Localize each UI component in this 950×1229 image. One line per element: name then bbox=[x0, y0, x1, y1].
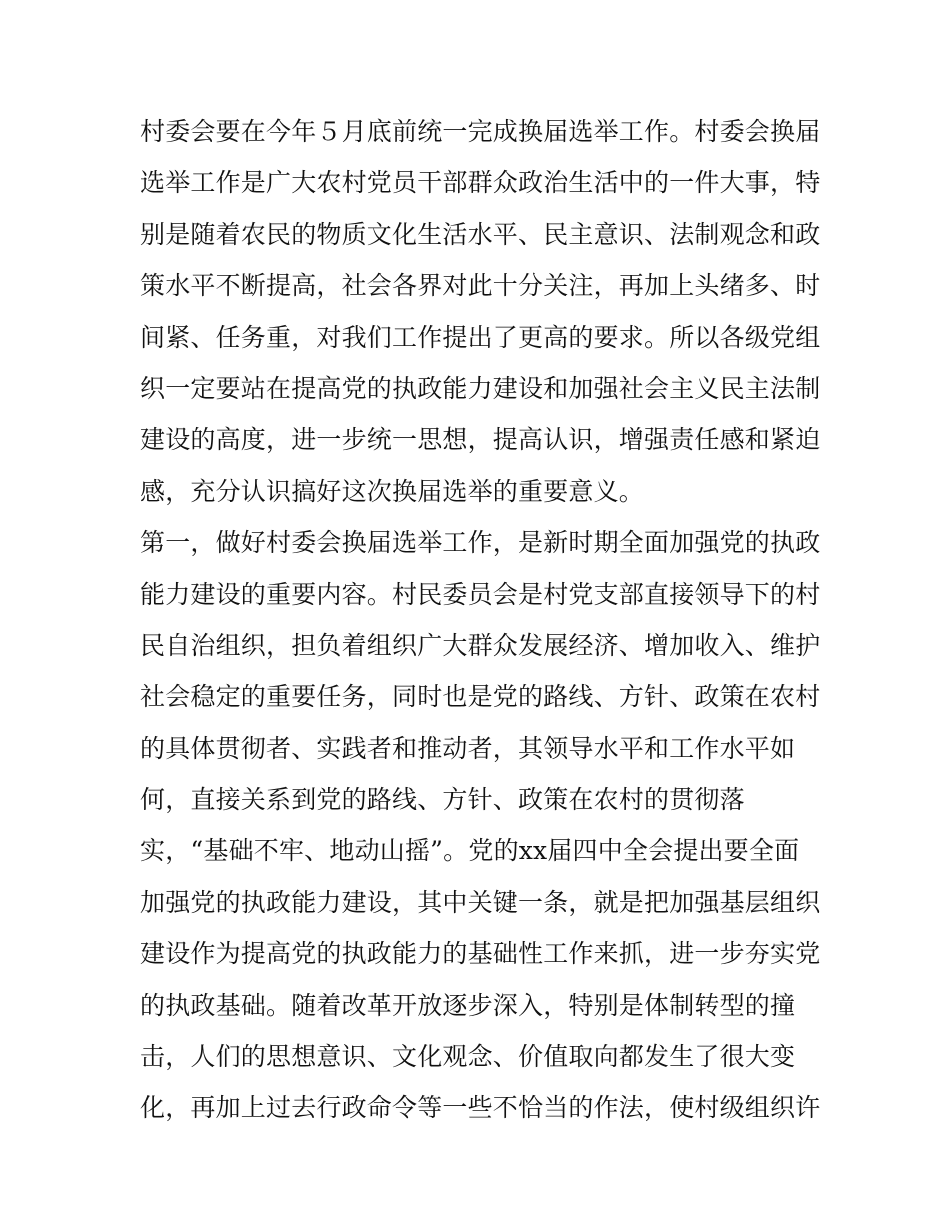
text-line: 的执政基础。随着改革开放逐步深入，特别是体制转型的撞 bbox=[140, 990, 796, 1020]
text-line: 能力建设的重要内容。村民委员会是村党支部直接领导下的村 bbox=[140, 579, 821, 609]
text-line: 化，再加上过去行政命令等一些不恰当的作法，使村级组织许 bbox=[140, 1093, 821, 1123]
text-line: 第一，做好村委会换届选举工作，是新时期全面加强党的执政 bbox=[140, 528, 821, 558]
text-line: 建设作为提高党的执政能力的基础性工作来抓，进一步夯实党 bbox=[140, 939, 821, 969]
text-line: 的具体贯彻者、实践者和推动者，其领导水平和工作水平如 bbox=[140, 733, 796, 763]
text-line: 实，“基础不牢、地动山摇”。党的xx届四中全会提出要全面 bbox=[140, 836, 800, 866]
text-line: 加强党的执政能力建设，其中关键一条，就是把加强基层组织 bbox=[140, 887, 821, 917]
text-line: 策水平不断提高，社会各界对此十分关注，再加上头绪多、时 bbox=[140, 271, 821, 301]
text-line: 何，直接关系到党的路线、方针、政策在农村的贯彻落 bbox=[140, 785, 745, 815]
text-line: 社会稳定的重要任务，同时也是党的路线、方针、政策在农村 bbox=[140, 682, 821, 712]
body-text bbox=[140, 106, 820, 1134]
text-line: 选举工作是广大农村党员干部群众政治生活中的一件大事，特 bbox=[140, 168, 821, 198]
text-line: 村委会要在今年５月底前统一完成换届选举工作。村委会换届 bbox=[140, 117, 821, 146]
text-line: 织一定要站在提高党的执政能力建设和加强社会主义民主法制 bbox=[140, 373, 821, 403]
text-line: 民自治组织，担负着组织广大群众发展经济、增加收入、维护 bbox=[140, 630, 821, 660]
text-line: 击，人们的思想意识、文化观念、价值取向都发生了很大变 bbox=[140, 1042, 796, 1072]
text-line: 间紧、任务重，对我们工作提出了更高的要求。所以各级党组 bbox=[140, 322, 821, 352]
text-line: 感，充分认识搞好这次换届选举的重要意义。 bbox=[140, 476, 645, 506]
text-line: 别是随着农民的物质文化生活水平、民主意识、法制观念和政 bbox=[140, 219, 821, 249]
text-line: 建设的高度，进一步统一思想，提高认识，增强责任感和紧迫 bbox=[140, 425, 821, 455]
